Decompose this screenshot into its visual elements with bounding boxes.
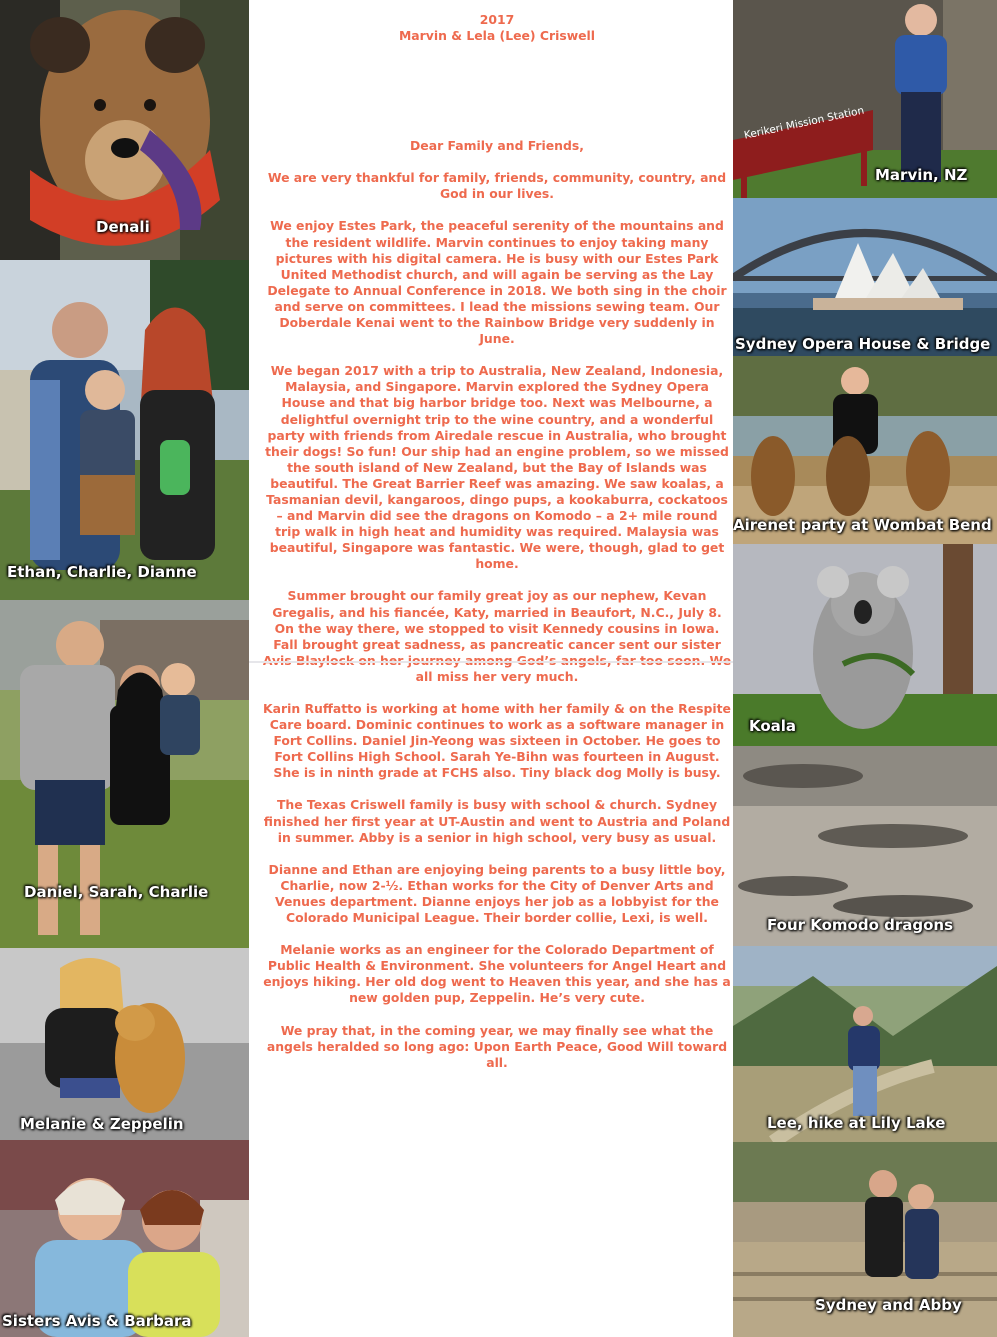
photo-caption: Lee, hike at Lily Lake [767,1114,946,1132]
photo-airenet-party [733,356,997,544]
letter-spacer [262,44,732,138]
mission-station-sign-text: Kerikeri Mission Station [743,104,866,142]
photo-sisters-image [0,1140,249,1337]
photo-sydney-abby [733,1142,997,1337]
letter-paragraph: The Texas Criswell family is busy with school & church. Sydney finished her first year at UT-Austin and went to Austria and Poland in summer. Abby is a senior in high school, very busy as usual. [263,797,731,845]
letter-greeting: Dear Family and Friends, [410,138,584,154]
letter-paragraph: Dianne and Ethan are enjoying being parents to a busy little boy, Charlie, now 2-½. Ethan works for the City of Denver Arts and Venues department. Dianne enjoys her job as a lobbyist for the Colorado Municipal League. Their border collie, Lexi, is well. [268,861,726,926]
letter-paragraph: Summer brought our family great joy as our nephew, Kevan Gregalis, and his fiancée, Katy, married in Beaufort, N.C., July 8. On the way there, we stopped to visit Kennedy cousins in Iowa. Fall brought great sadness, as pancreatic cancer sent our sister all miss her very much. [272,588,722,684]
paper-fold-line [249,661,733,663]
left-photo-column [0,0,249,1337]
letter-paragraph: We began 2017 with a trip to Australia, New Zealand, Indonesia, Malaysia, and Singapore. Marvin explored the Sydney Opera House and that big harbor bridge too. Next was Melbourne, a delightful overnight trip to the wine country, and a wonderful party with friends from Airedale rescue in Australia, who brought their dogs! So fun! Our ship had an engine problem, so we missed the south island of New Zealand, but the Bay of Islands was beautiful. The Great Barrier Reef was amazing. We saw koalas, a Tasmanian devil, kangaroos, dingo pups, a kookaburra, cockatoos – and Marvin did see the dragons on Komodo – a 2+ mile round trip walk in high heat and humidity was required. Malaysia was beautiful, Singapore was fantastic. We were, though, glad to get home. [265,363,729,572]
photo-caption: Koala [749,717,797,735]
photo-ethan-charlie-dianne [0,260,249,600]
photo-caption: Denali [96,218,150,236]
letter-names: Marvin & Lela (Lee) Criswell [398,28,596,44]
photo-caption: Daniel, Sarah, Charlie [24,883,209,901]
photo-caption: Sisters Avis & Barbara [2,1312,192,1330]
photo-caption: Sydney Opera House & Bridge [735,335,991,353]
photo-melanie-zeppelin [0,948,249,1140]
letter-body [262,12,732,1087]
right-photo-column [733,0,997,1337]
letter-paragraph: Melanie works as an engineer for the Colorado Department of Public Health & Environment. She volunteers for Angel Heart and enjoys hiking. Her old dog went to Heaven this year, and she has a new golden pup, Zeppelin. He’s very cute. [263,942,731,1006]
photo-sydney-opera [733,198,997,356]
photo-caption: Marvin, NZ [875,166,968,184]
letter-year: 2017 [479,12,515,27]
photo-melanie-image [0,948,249,1140]
photo-caption: Airenet party at Wombat Bend [733,516,992,534]
photo-komodo-dragons [733,746,997,946]
photo-caption: Sydney and Abby [815,1296,962,1314]
photo-koala [733,544,997,746]
photo-family-image [0,260,249,600]
photo-daniel-sarah-charlie [0,600,249,948]
photo-opera-image [733,198,997,356]
photo-sisters [0,1140,249,1337]
letter-paragraph: We are very thankful for family, friends, community, country, and God in our lives. [267,170,727,202]
photo-denali [0,0,249,260]
letter-paragraph: Karin Ruffatto is working at home with her family & on the Respite Care board. Dominic continues to work as a software manager in Fort Collins. Daniel Jin-Yeong was sixteen in October. He goes to Fort Collins High School. Sarah Ye-Bihn was fourteen in August. She is in ninth grade at FCHS also. Tiny black dog Molly is busy. [263,701,731,781]
photo-koala-image [733,544,997,746]
photo-caption: Ethan, Charlie, Dianne [7,563,197,581]
photo-caption: Four Komodo dragons [767,916,954,934]
photo-lily-lake-image [733,946,997,1142]
photo-lily-lake [733,946,997,1142]
letter-paragraph: We pray that, in the coming year, we may finally see what the angels heralded so long ago: Upon Earth Peace, Good Will toward all. [266,1022,728,1070]
photo-marvin-nz [733,0,997,198]
photo-caption: Melanie & Zeppelin [20,1115,184,1133]
letter-paragraph: We enjoy Estes Park, the peaceful serenity of the mountains and the resident wildlife. Marvin continues to enjoy taking many pictures with his digital camera. He is busy with our Estes Park United Methodist church, and will again be serving as the Lay Delegate to Annual Conference in 2018. We both sing in the choir and serve on committees. I lead the missions sewing team. Our Doberdale Kenai went to the Rainbow Bridge very suddenly in June. [267,218,727,347]
